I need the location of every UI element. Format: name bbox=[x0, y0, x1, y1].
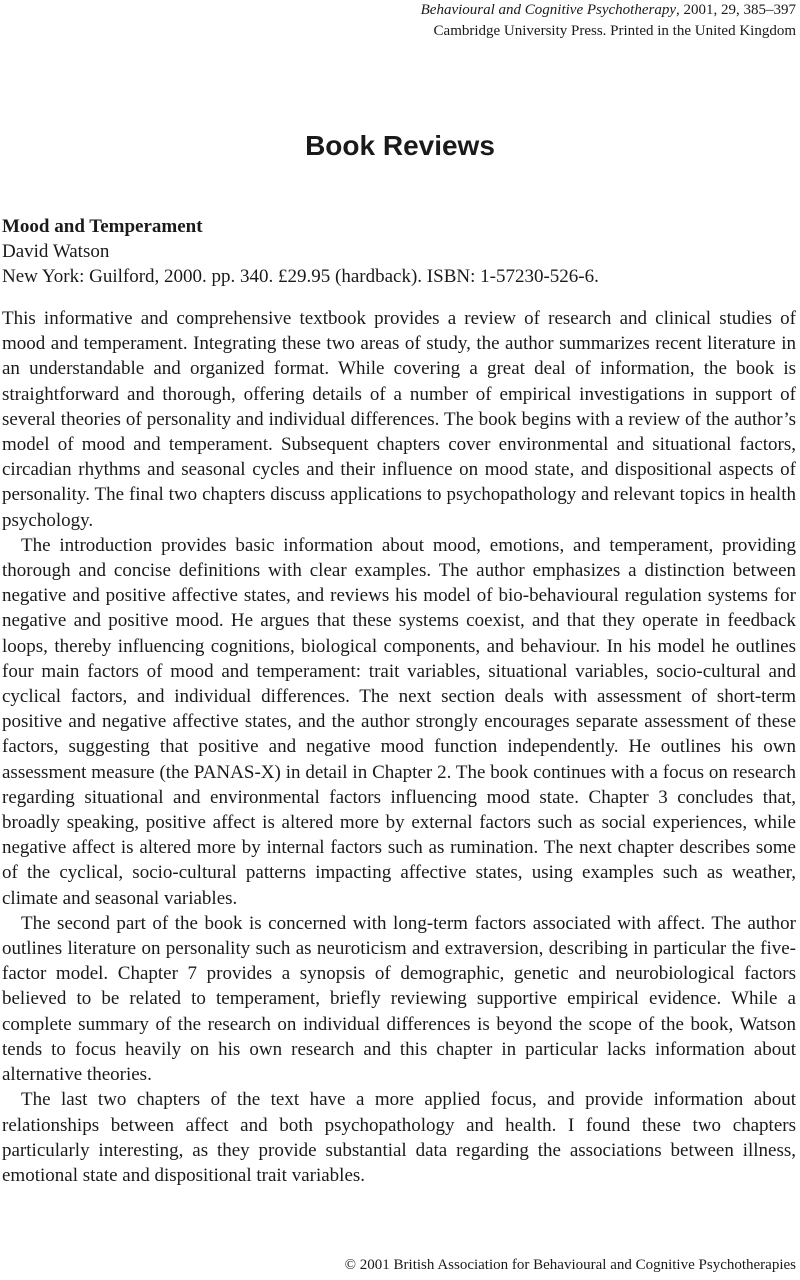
book-publication: New York: Guilford, 2000. pp. 340. £29.95 (hardback). ISBN: 1-57230-526-6. bbox=[2, 266, 599, 287]
journal-volume: , 2001, 29, 385–397 bbox=[676, 2, 796, 18]
publisher-line: Cambridge University Press. Printed in the United Kingdom bbox=[433, 23, 796, 39]
book-author: David Watson bbox=[2, 241, 110, 262]
paragraph-3: The second part of the book is concerned with long-term factors associated with affect. The author outlines literature on personality such as neuroticism and extraversion, describing in particular the five-factor model. Chapter 7 provides a synopsis of demographic, genetic and neurobiological factors believed to be related to temperament, briefly reviewing supportive empirical evidence. While a complete summary of the research on individual differences is beyond the scope of the book, Watson tends to focus heavily on his own research and this chapter in particular lacks information about alternative theories. bbox=[2, 912, 796, 1086]
book-title: Mood and Temperament bbox=[2, 216, 203, 237]
copyright-footer: © 2001 British Association for Behavioural and Cognitive Psychotherapies bbox=[344, 1257, 796, 1273]
journal-name: Behavioural and Cognitive Psychotherapy bbox=[420, 2, 676, 18]
section-title: Book Reviews bbox=[305, 130, 495, 161]
journal-citation bbox=[421, 0, 796, 21]
running-header bbox=[421, 0, 796, 42]
book-info bbox=[2, 214, 796, 289]
paragraph-2: The introduction provides basic information about mood, emotions, and temperament, providing thorough and concise definitions with clear examples. The author emphasizes a distinction between negative and positive affective states, and reviews his model of bio-behavioural regulation systems for negative and positive mood. He argues that these systems coexist, and that they operate in feedback loops, thereby influencing cognitions, biological components, and behaviour. In his model he outlines four main factors of mood and temperament: trait variables, situational variables, socio-cultural and cyclical factors, and individual differences. The next section deals with assessment of short-term positive and negative affective states, and the author strongly encourages separate assessment of these factors, suggesting that positive and negative mood function independently. He outlines his own assessment measure (the PANAS-X) in detail in Chapter 2. The book continues with a focus on research regarding situational and environmental factors influencing mood state. Chapter 3 concludes that, broadly speaking, positive affect is altered more by external factors such as social experiences, while negative affect is altered more by internal factors such as rumination. The next chapter describes some of the cyclical, socio-cultural patterns impacting affective states, using examples such as weather, climate and seasonal variables. bbox=[2, 534, 796, 909]
paragraph-4: The last two chapters of the text have a more applied focus, and provide information about relationships between affect and both psychopathology and health. I found these two chapters particularly interesting, as they provide substantial data regarding the associations between illness, emotional state and dispositional trait variables. bbox=[2, 1089, 796, 1186]
paragraph-1: This informative and comprehensive textbook provides a review of research and clinical studies of mood and temperament. Integrating these two areas of study, the author summarizes recent literature in an understandable and organized format. While covering a great deal of information, the book is straightforward and thorough, offering details of a number of empirical investigations in support of several theories of personality and individual differences. The book begins with a review of the author’s model of mood and temperament. Subsequent chapters cover environmental and situational factors, circadian rhythms and seasonal cycles and their influence on mood state, and dispositional aspects of personality. The final two chapters discuss applications to psychopathology and relevant topics in health psychology. bbox=[2, 308, 796, 531]
review-body bbox=[2, 306, 796, 1188]
